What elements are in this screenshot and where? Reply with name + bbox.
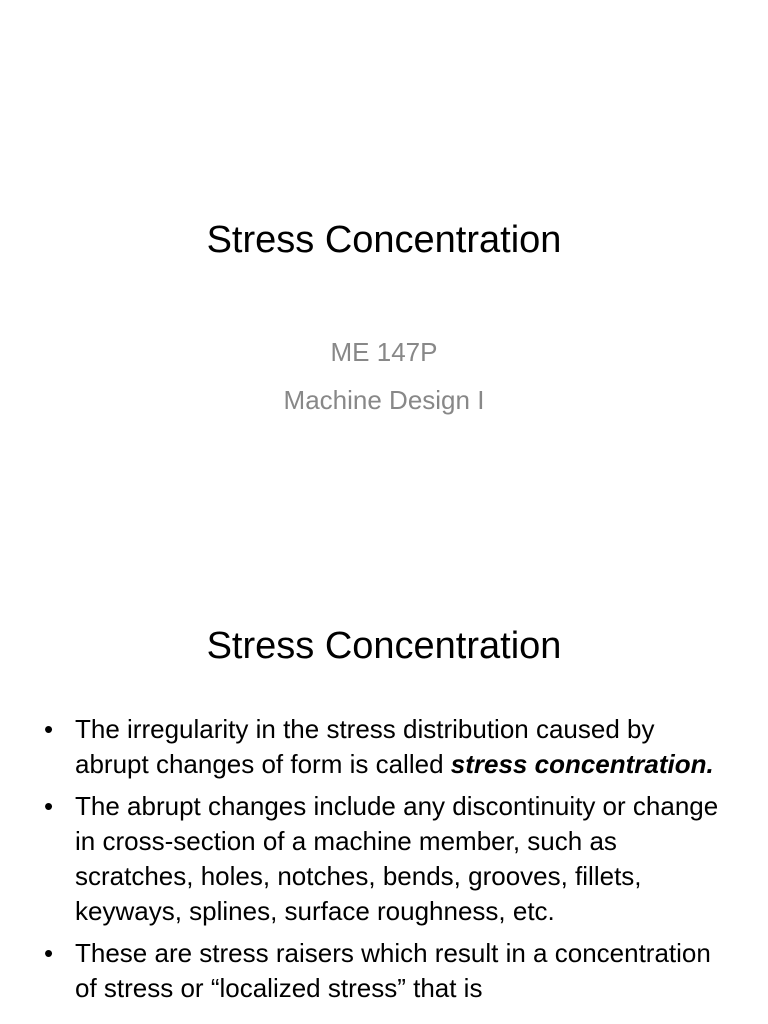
bullet-icon: • xyxy=(44,791,54,821)
bullet-icon: • xyxy=(44,714,54,744)
bullet-list xyxy=(44,712,734,1013)
bullet-text: The abrupt changes include any discontinuity or change in cross-section of a machine member, such as scratches, holes, notches, bends, grooves, fillets, keyways, splines, surface roughness, etc. xyxy=(75,791,719,926)
course-code: ME 147P xyxy=(330,337,438,367)
bullet-item xyxy=(44,936,734,1006)
bullet-item xyxy=(44,712,734,782)
bullet-text: The irregularity in the stress distribution caused by abrupt changes of form is called xyxy=(75,714,655,779)
content-slide xyxy=(0,576,768,1024)
slide-title: Stress Concentration xyxy=(206,219,562,261)
bullet-item xyxy=(44,789,734,929)
course-name: Machine Design I xyxy=(283,385,485,415)
bullet-text: These are stress raisers which result in a concentration of stress or “localized stress” that is xyxy=(75,938,711,1003)
slide-title: Stress Concentration xyxy=(206,625,562,667)
bullet-icon: • xyxy=(44,938,54,968)
bullet-emphasis: stress concentration. xyxy=(450,749,714,779)
